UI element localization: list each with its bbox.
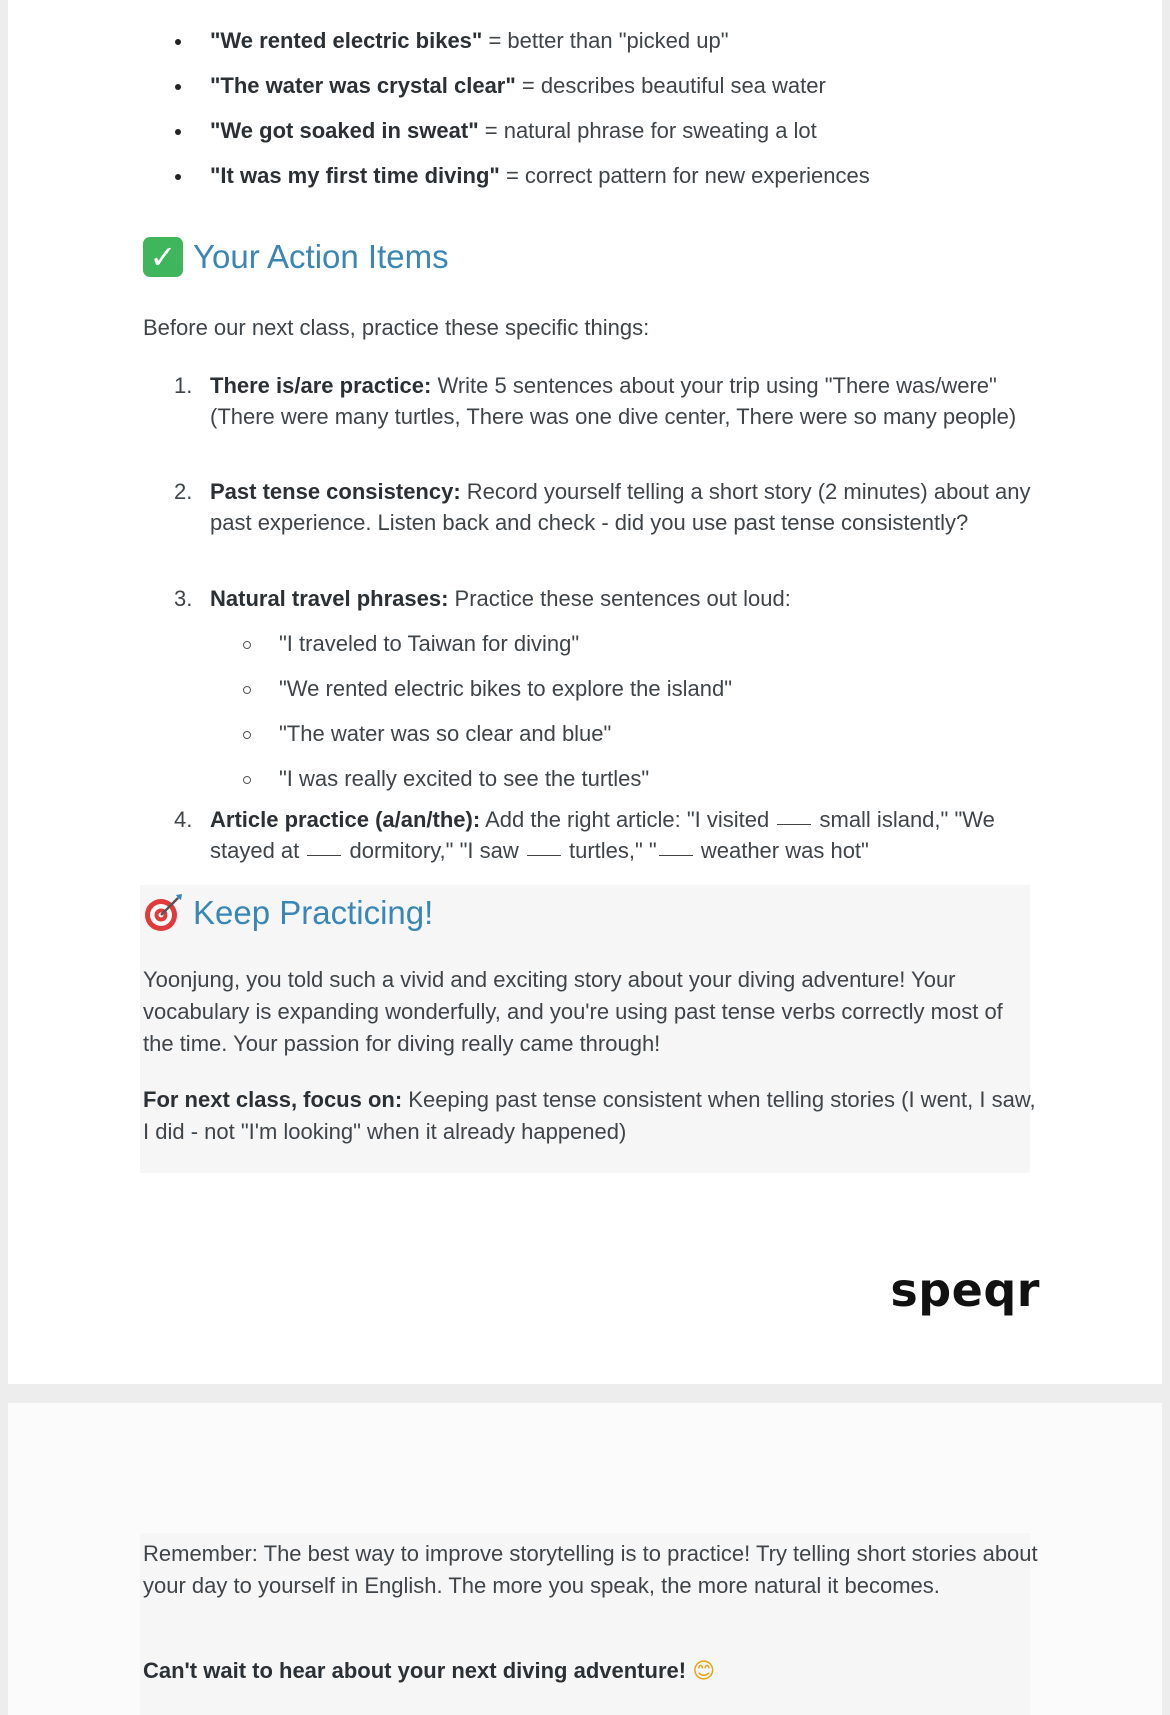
bullet-icon xyxy=(175,84,181,90)
bullet-icon xyxy=(243,686,251,694)
bullet-icon xyxy=(175,174,181,180)
smiling-face-icon: 😊 xyxy=(692,1659,716,1684)
list-item: 1. There is/are practice: Write 5 sentences about your trip using "There was/were" (There were many turtles, There was one dive center, There were so many people) xyxy=(174,373,1017,429)
bullet-icon xyxy=(243,641,251,649)
list-item: 3. Natural travel phrases: Practice these sentences out loud: "I traveled to Taiwan for diving" "We rented electric bikes to explore the island" "The water was so clear and blue" "I was really excited to see the turtles" xyxy=(143,583,1038,801)
page-2 xyxy=(8,1403,1162,1715)
action-items-intro: Before our next class, practice these specific things: xyxy=(143,315,650,340)
blank-line xyxy=(659,854,693,856)
list-item: "I was really excited to see the turtles" xyxy=(143,756,1038,801)
vocab-list xyxy=(143,22,870,202)
action-items-list xyxy=(143,370,1038,866)
check-mark-icon: ✓ xyxy=(143,237,183,277)
blank-line xyxy=(777,823,811,825)
page-1 xyxy=(8,0,1162,1384)
list-item: "We got soaked in sweat" = natural phrase for sweating a lot xyxy=(143,112,870,157)
blank-line xyxy=(307,854,341,856)
focus-note: For next class, focus on: Keeping past tense consistent when telling stories (I went, I saw, I did - not "I'm looking" when it already happened) xyxy=(143,1087,1036,1144)
travel-phrases-list xyxy=(210,621,1038,801)
action-items-heading: ✓ Your Action Items xyxy=(143,237,449,277)
keep-practicing-heading: Keep Practicing! xyxy=(143,893,433,933)
bullet-icon xyxy=(175,129,181,135)
keep-practicing-body: Yoonjung, you told such a vivid and exciting story about your diving adventure! Your vocabulary is expanding wonderfully, and you're using past tense verbs correctly most of the time. Your passion for diving really came through! xyxy=(143,967,1003,1056)
list-item: 2. Past tense consistency: Record yourself telling a short story (2 minutes) about any past experience. Listen back and check - did you use past tense consistently? xyxy=(174,479,1031,535)
list-item: "I traveled to Taiwan for diving" xyxy=(143,621,1038,666)
bullet-icon xyxy=(243,776,251,784)
bullet-icon xyxy=(243,731,251,739)
list-item: "The water was crystal clear" = describes beautiful sea water xyxy=(143,67,870,112)
target-icon xyxy=(143,893,183,933)
list-item: "We rented electric bikes to explore the island" xyxy=(143,666,1038,711)
signoff: Can't wait to hear about your next diving adventure! 😊 xyxy=(143,1658,716,1684)
list-item: "It was my first time diving" = correct pattern for new experiences xyxy=(143,157,870,202)
list-item: "The water was so clear and blue" xyxy=(143,711,1038,756)
bullet-icon xyxy=(175,39,181,45)
remember-note: Remember: The best way to improve storytelling is to practice! Try telling short stories about your day to yourself in English. The more you speak, the more natural it becomes. xyxy=(143,1541,1038,1598)
blank-line xyxy=(527,854,561,856)
speqr-logo: speqr xyxy=(890,1263,1040,1317)
list-item: 4. Article practice (a/an/the): Add the right article: "I visited small island," "We stayed at dormitory," "I saw turtles," " weather was hot" xyxy=(174,807,995,863)
list-item: "We rented electric bikes" = better than "picked up" xyxy=(143,22,870,67)
